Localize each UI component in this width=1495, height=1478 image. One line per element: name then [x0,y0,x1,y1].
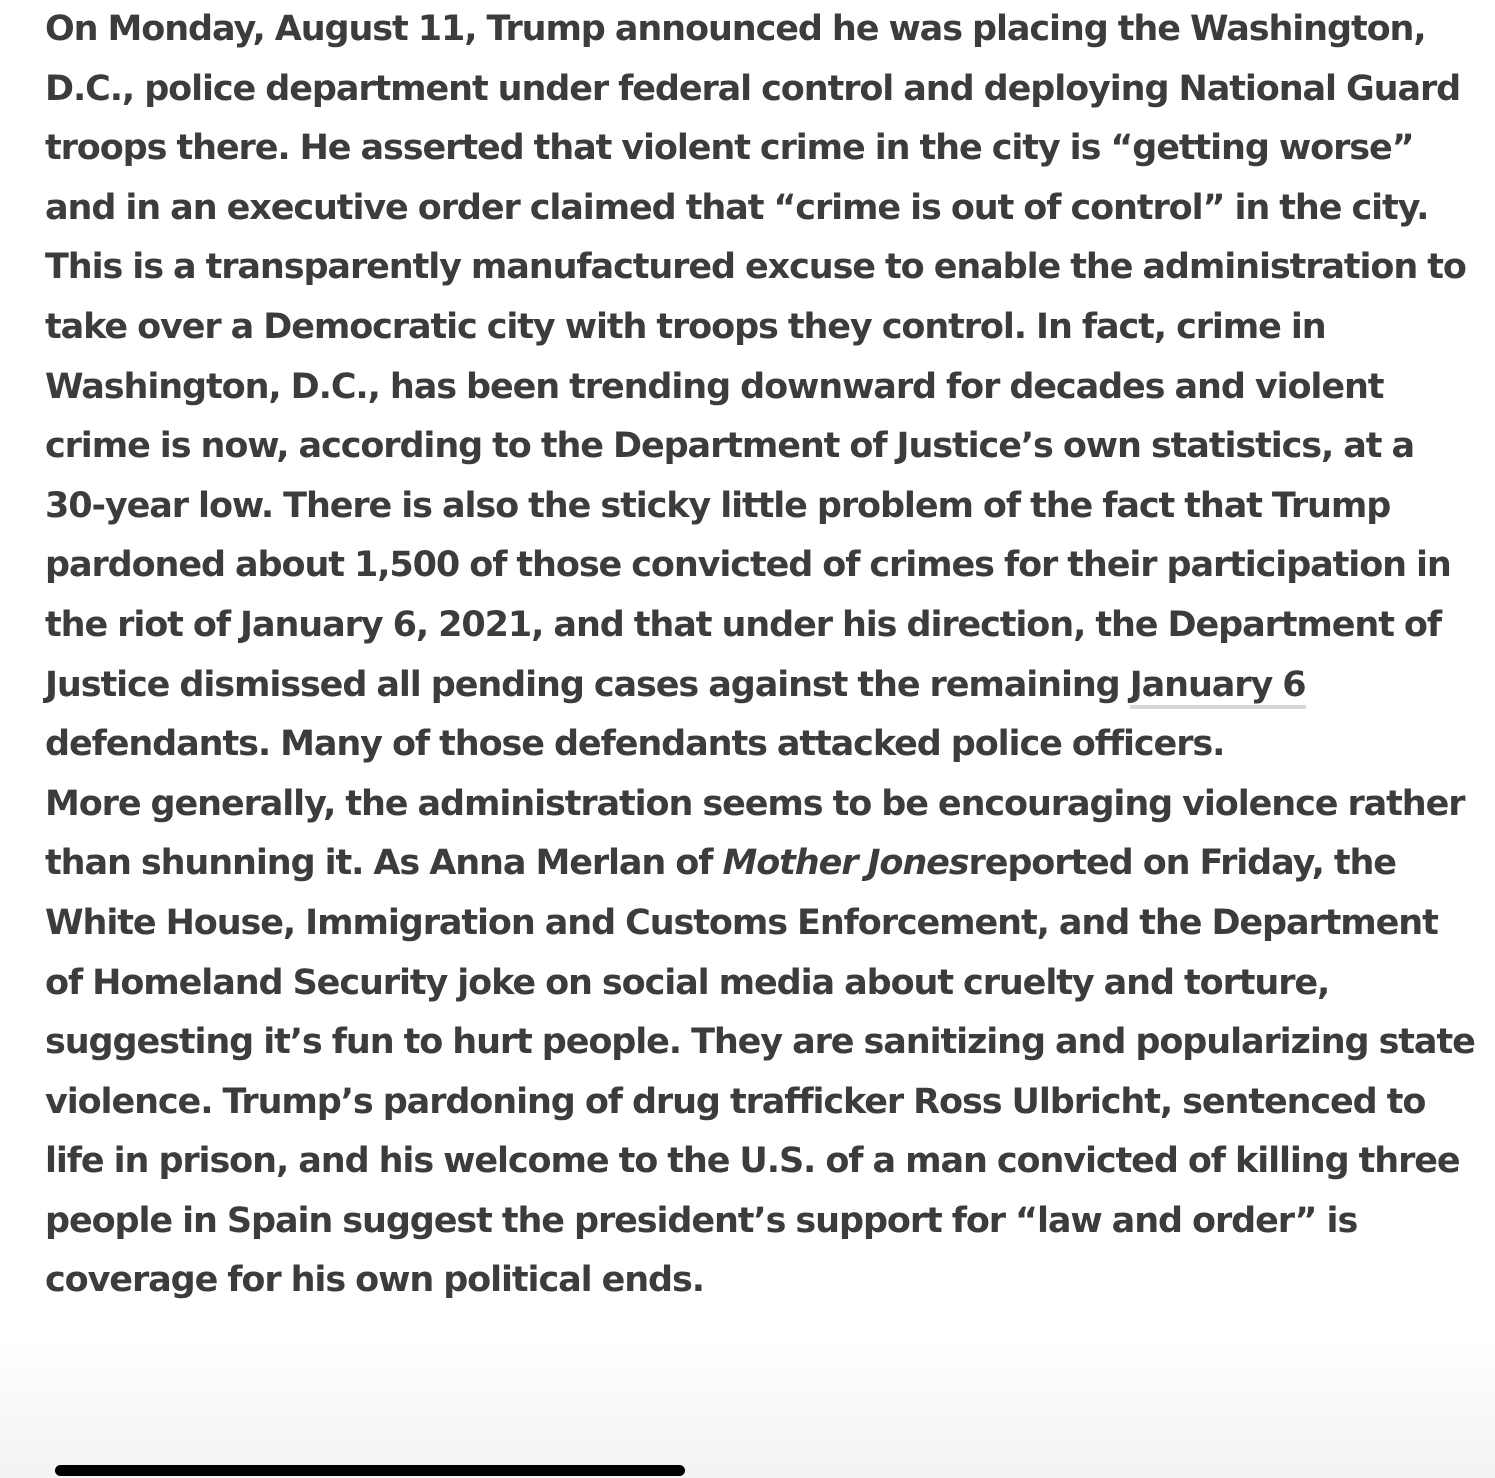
paragraph-1-text: On Monday, August 11, Trump announced he was placing the Washington, D.C., police department under federal control and deploying National Guard troops there. He asserted that violent crime in the city is “getting worse” and in an executive order claimed that “crime is out of control” in the city. [45,9,1461,228]
publication-name: Mother Jones [722,843,969,884]
paragraph-2 [45,238,1475,774]
bottom-fade-overlay [0,1338,1495,1478]
paragraph-3-text-before: More generally, the administration seems to be encouraging violence rather than shunning it. As Anna Merlan of [45,783,1465,884]
paragraph-3-text-after: reported on Friday, the White House, Immigration and Customs Enforcement, and the Department of Homeland Security joke on social media about cruelty and torture, suggesting it’s fun to hurt people. They are sanitizing and popularizing state violence. Trump’s pardoning of drug trafficker Ross Ulbricht, sentenced to life in prison, and his welcome to the U.S. of a man convicted of killing three people in Spain suggest the president’s support for “law and order” is coverage for his own political ends. [45,843,1475,1301]
home-indicator-bar[interactable] [55,1465,685,1476]
paragraph-3 [45,775,1475,1311]
paragraph-2-text: This is a transparently manufactured excuse to enable the administration to take over a Democratic city with troops they control. In fact, crime in Washington, D.C., has been trending downward for decades and violent crime is now, according to the Department of Justice’s own statistics, at a 30-year low. There is also the sticky little problem of the fact that Trump pardoned about 1,500 of those convicted of crimes for their participation in the riot of January 6, 2021, and that under his direction, the Department of Justice dismissed all pending cases against the remaining [45,247,1466,705]
article-body [45,0,1475,1311]
paragraph-2-text-after: defendants. Many of those defendants attacked police officers. [45,724,1225,765]
january-6-link[interactable]: January 6 [1130,665,1306,709]
paragraph-1 [45,0,1475,238]
